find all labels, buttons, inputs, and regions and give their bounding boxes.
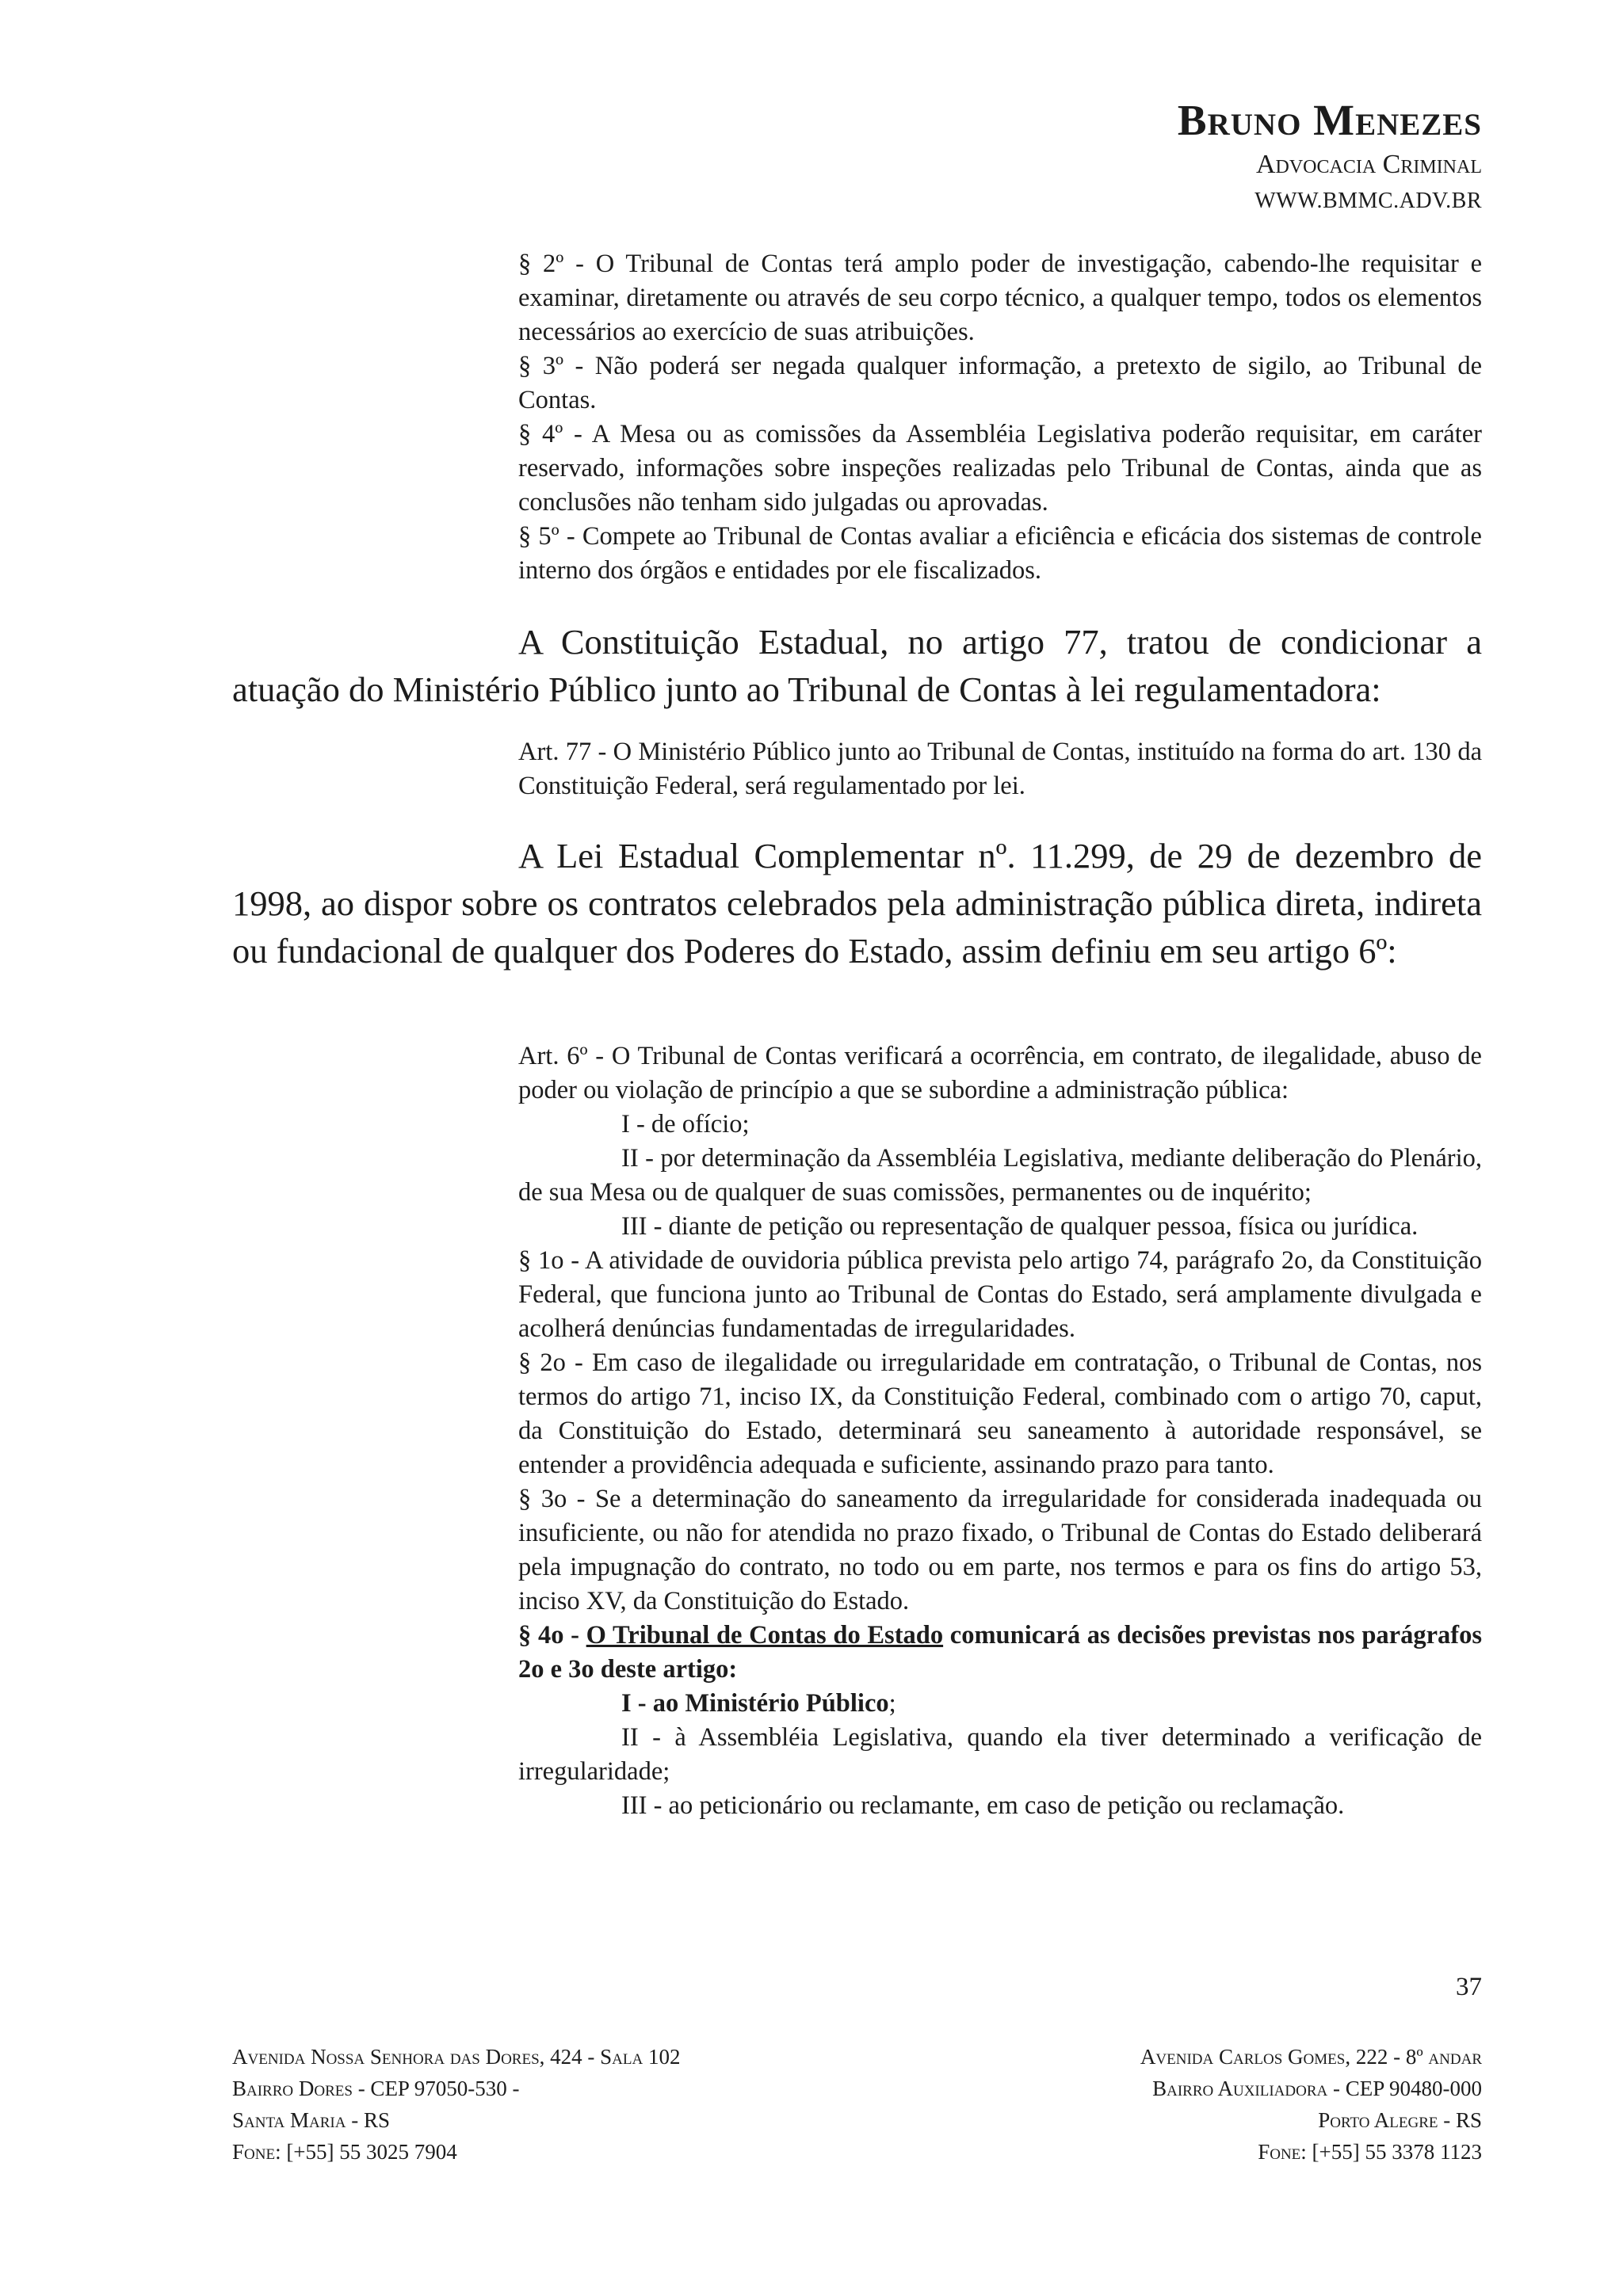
letterhead bbox=[1178, 95, 1482, 219]
item-4o-iii: III - ao peticionário ou reclamante, em caso de petição ou reclamação. bbox=[621, 1791, 1345, 1820]
footer-line: Fone: [+55] 55 3378 1123 bbox=[1258, 2140, 1482, 2164]
paragraph-2: § 2º - O Tribunal de Contas terá amplo poder de investigação, cabendo-lhe requisitar e examinar, diretamente ou através de seu corpo técnico, a qualquer tempo, todos os elementos necessários ao exercício de suas atribuições. bbox=[518, 250, 1482, 346]
body-text: A Constituição Estadual, no artigo 77, tratou de condicionar a atuação do Ministério Público junto ao Tribunal de Contas à lei regulamentadora: bbox=[232, 622, 1482, 709]
firm-subtitle: Advocacia Criminal bbox=[1255, 150, 1482, 179]
paragraph-4o bbox=[518, 1619, 1482, 1687]
firm-website: WWW.BMMC.ADV.BR bbox=[1254, 189, 1482, 213]
footer-line: Avenida Nossa Senhora das Dores, 424 - Sala 102 bbox=[232, 2045, 681, 2069]
item-iii: III - diante de petição ou representação de qualquer pessoa, física ou jurídica. bbox=[621, 1212, 1419, 1241]
footer-line: Porto Alegre - RS bbox=[1318, 2108, 1482, 2132]
firm-name: Bruno Menezes bbox=[1177, 96, 1482, 144]
paragraph-2o: § 2o - Em caso de ilegalidade ou irregularidade em contratação, o Tribunal de Contas, nos termos do artigo 71, inciso IX, da Constituição Federal, combinado com o artigo 70, caput, da Constituição do Estado, determinará seu saneamento à autoridade responsável, se entender a providência adequada e suficiente, assinando prazo para tanto. bbox=[518, 1348, 1482, 1479]
citation-block-art6 bbox=[518, 1039, 1482, 1823]
footer-line: Fone: [+55] 55 3025 7904 bbox=[232, 2140, 457, 2164]
item-4o-i bbox=[518, 1687, 1482, 1721]
body-paragraph-1 bbox=[232, 618, 1482, 713]
art-77: Art. 77 - O Ministério Público junto ao Tribunal de Contas, instituído na forma do art. 130 da Constituição Federal, será regulamentado por lei. bbox=[518, 738, 1482, 800]
paragraph-5: § 5º - Compete ao Tribunal de Contas avaliar a eficiência e eficácia dos sistemas de controle interno dos órgãos e entidades por ele fiscalizados. bbox=[518, 522, 1482, 585]
item-i: I - de ofício; bbox=[621, 1110, 750, 1138]
citation-block-art77 bbox=[518, 735, 1482, 803]
citation-block-constitution bbox=[518, 247, 1482, 588]
footer-address-porto-alegre bbox=[1140, 2041, 1482, 2168]
paragraph-4: § 4º - A Mesa ou as comissões da Assembléia Legislativa poderão requisitar, em caráter reservado, informações sobre inspeções realizadas pelo Tribunal de Contas, ainda que as conclusões não tenham sido julgadas ou aprovadas. bbox=[518, 420, 1482, 517]
item-4o-i-text: I - ao Ministério Público bbox=[621, 1689, 889, 1718]
footer-address-santa-maria bbox=[232, 2041, 680, 2168]
item-4o-ii: II - à Assembléia Legislativa, quando ela tiver determinado a verificação de irregularidade; bbox=[518, 1723, 1482, 1786]
body-paragraph-2 bbox=[232, 832, 1482, 974]
paragraph-3o: § 3o - Se a determinação do saneamento da irregularidade for considerada inadequada ou insuficiente, ou não for atendida no prazo fixado, o Tribunal de Contas do Estado deliberará pela impugnação do contrato, no todo ou em parte, nos termos e para os fins do artigo 53, inciso XV, da Constituição do Estado. bbox=[518, 1485, 1482, 1615]
footer-line: Bairro Auxiliadora - CEP 90480-000 bbox=[1152, 2077, 1482, 2100]
paragraph-4o-prefix: § 4o - bbox=[518, 1621, 586, 1650]
art-6: Art. 6º - O Tribunal de Contas verificará a ocorrência, em contrato, de ilegalidade, abuso de poder ou violação de princípio a que se subordine a administração pública: bbox=[518, 1042, 1482, 1104]
body-text: A Lei Estadual Complementar nº. 11.299, de 29 de dezembro de 1998, ao dispor sobre os contratos celebrados pela administração pública direta, indireta ou fundacional de qualquer dos Poderes do Estado, assim definiu em seu artigo 6º: bbox=[232, 836, 1482, 971]
paragraph-3: § 3º - Não poderá ser negada qualquer informação, a pretexto de sigilo, ao Tribunal de Contas. bbox=[518, 352, 1482, 414]
item-4o-i-end: ; bbox=[888, 1689, 896, 1718]
footer-line: Santa Maria - RS bbox=[232, 2108, 390, 2132]
paragraph-1o: § 1o - A atividade de ouvidoria pública prevista pelo artigo 74, parágrafo 2o, da Constituição Federal, que funciona junto ao Tribunal de Contas do Estado, será amplamente divulgada e acolherá denúncias fundamentadas de irregularidades. bbox=[518, 1246, 1482, 1343]
footer-line: Bairro Dores - CEP 97050-530 - bbox=[232, 2077, 520, 2100]
paragraph-4o-underlined: O Tribunal de Contas do Estado bbox=[586, 1621, 944, 1650]
footer-line: Avenida Carlos Gomes, 222 - 8º andar bbox=[1140, 2045, 1482, 2069]
item-ii: II - por determinação da Assembléia Legislativa, mediante deliberação do Plenário, de sua Mesa ou de qualquer de suas comissões, permanentes ou de inquérito; bbox=[518, 1144, 1482, 1207]
page-number: 37 bbox=[1456, 1973, 1482, 2001]
paragraph-4o-rest: comunicará as decisões previstas nos parágrafos 2o e 3o deste artigo: bbox=[518, 1621, 1482, 1684]
